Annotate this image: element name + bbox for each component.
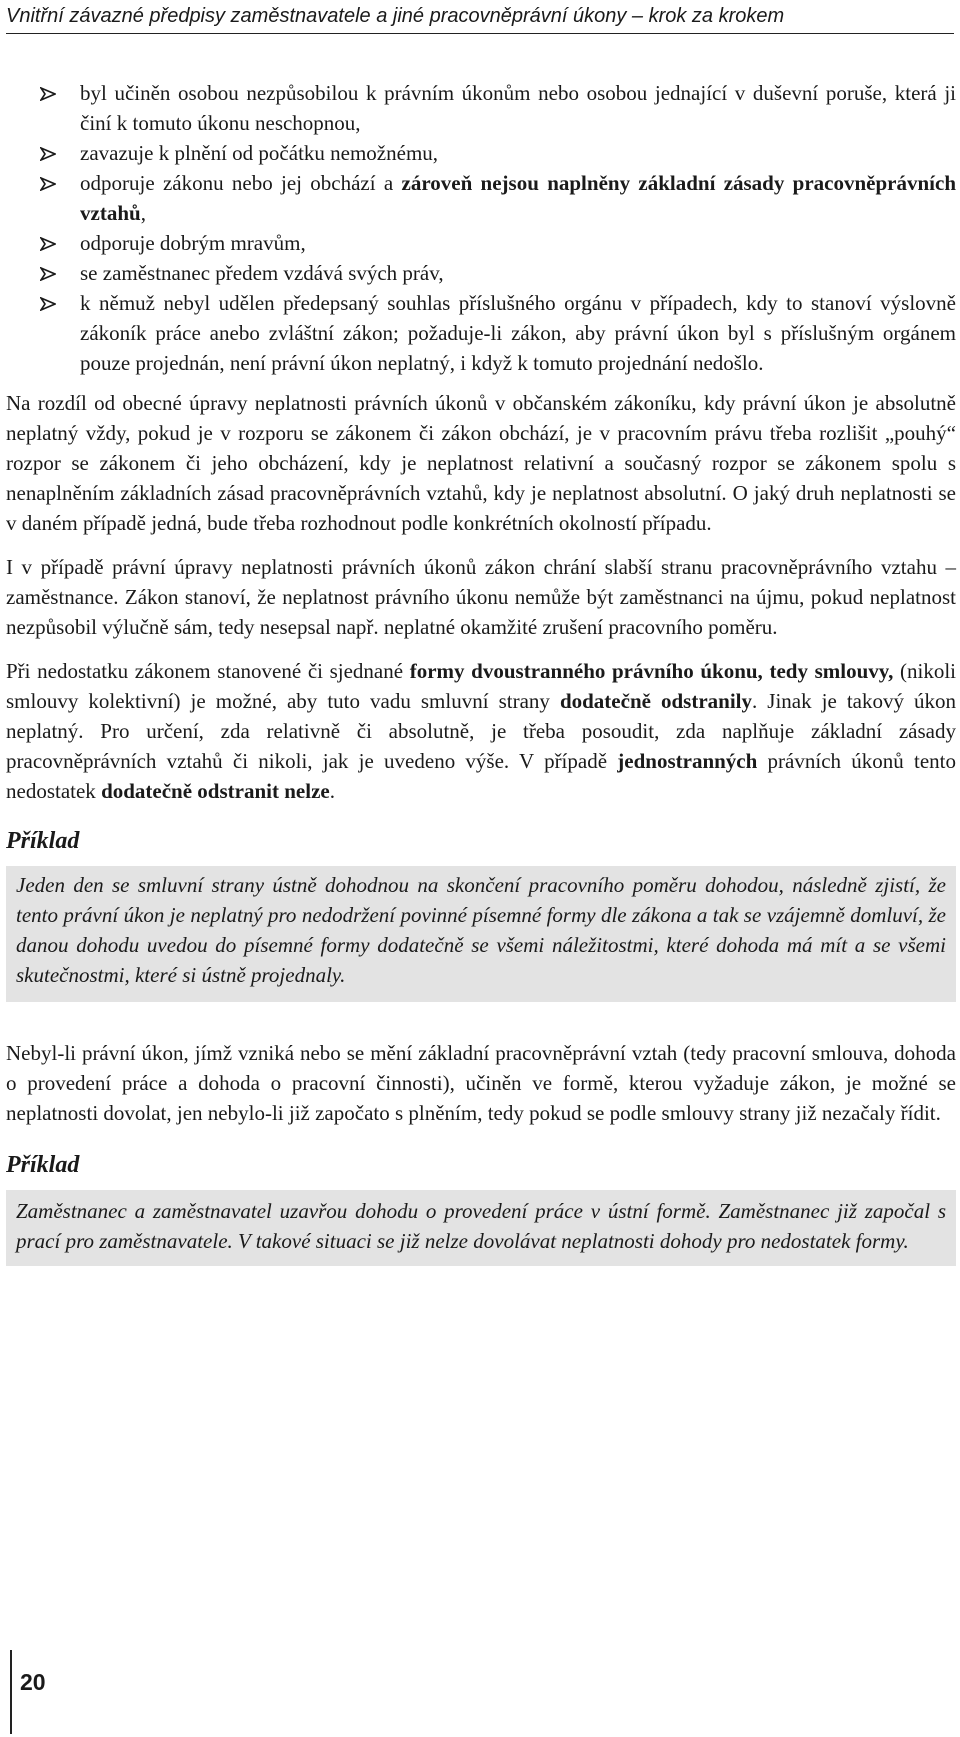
list-item xyxy=(6,138,956,168)
bullet-list xyxy=(6,78,956,378)
emphasis-run: dodatečně odstranit nelze xyxy=(101,779,330,803)
paragraph-relative-absolute: Na rozdíl od obecné úpravy neplatnosti právních úkonů v občanském zákoníku, kdy právní úkon je absolutně neplatný vždy, pokud je v rozporu se zákonem či zákon obchází, je v pracovním právu třeba rozlišit „pouhý“ rozpor se zákonem či jeho obcházení, kdy je neplatnost relativní a současný rozpor se zákonem spolu s nenaplněním základních zásad pracovněprávních vztahů, kdy je neplatnost absolutní. O jaký druh neplatnosti se v daném případě jedná, bude třeba rozhodnout podle konkrétních okolností případu. xyxy=(6,391,956,535)
example-box: Jeden den se smluvní strany ústně dohodnou na skončení pracovního poměru dohodou, následně zjistí, že tento právní úkon je neplatný pro nedodržení povinné písemné formy dle zákona a tak se vzájemně domluví, že danou dohodu uvedou do písemné formy dodatečně se všemi náležitostmi, které dohoda má mít a se všemi skutečnostmi, které si ústně projednaly. xyxy=(6,866,956,1002)
text-run: . xyxy=(329,779,335,803)
list-item-emphasis: zároveň nejsou naplněny základní zásady pracovněprávních vztahů xyxy=(80,171,956,225)
list-item-text: k němuž nebyl udělen předepsaný souhlas příslušného orgánu v případech, kdy to stanoví výslovně zákoník práce anebo zvláštní zákon; požaduje-li zákon, aby právní úkon byl s příslušným orgánem pouze projednán, není právní úkon neplatný, i když k tomuto projednání nedošlo. xyxy=(80,291,956,375)
example-heading: Příklad xyxy=(6,828,80,854)
arrowhead-bullet-icon xyxy=(40,87,56,101)
list-item xyxy=(6,288,956,378)
emphasis-run: jednostranných xyxy=(617,749,758,773)
page-number: 20 xyxy=(20,1669,46,1695)
arrowhead-bullet-icon xyxy=(40,177,56,191)
text-run: právních úkonů tento nedostatek xyxy=(6,749,956,803)
page-number-rule xyxy=(10,1650,12,1734)
text-run: . Jinak je takový úkon neplatný. Pro určení, zda relativně či absolutně, je třeba posoudit, zda naplňuje základní zásady pracovněprávních vztahů či nikoli, jak je uvedeno výše. V případě xyxy=(6,689,957,773)
list-item-text: se zaměstnanec předem vzdává svých práv, xyxy=(80,261,444,285)
list-item xyxy=(6,78,956,138)
text-run: (nikoli smlouvy kolektivní) je možné, aby tuto vadu smluvní strany xyxy=(6,659,956,713)
example-heading: Příklad xyxy=(6,1152,80,1178)
arrowhead-bullet-icon xyxy=(40,237,56,251)
arrowhead-bullet-icon xyxy=(40,147,56,161)
list-item xyxy=(6,228,956,258)
list-item xyxy=(6,258,956,288)
paragraph-form-defect xyxy=(6,656,956,806)
paragraph-invalidity-claim: Nebyl-li právní úkon, jímž vzniká nebo se mění základní pracovněprávní vztah (tedy pracovní smlouva, dohoda o provedení práce a dohoda o pracovní činnosti), učiněn ve formě, kterou vyžaduje zákon, je možné se neplatnosti dovolat, jen nebylo-li již započato s plněním, tedy pokud se podle smlouvy strany již nezačaly řídit. xyxy=(6,1041,956,1125)
list-item-text: odporuje zákonu nebo jej obchází a xyxy=(80,171,402,195)
arrowhead-bullet-icon xyxy=(40,297,56,311)
paragraph-employee-protection: I v případě právní úpravy neplatnosti právních úkonů zákon chrání slabší stranu pracovněprávního vztahu – zaměstnance. Zákon stanoví, že neplatnost právního úkonu nemůže být zaměstnanci na újmu, pokud neplatnost nezpůsobil výlučně sám, tedy nesepsal např. neplatné okamžité zrušení pracovního poměru. xyxy=(6,555,956,639)
list-item-text: zavazuje k plnění od počátku nemožnému, xyxy=(80,141,439,165)
list-item-text: odporuje dobrým mravům, xyxy=(80,231,306,255)
page-content xyxy=(6,78,956,1266)
list-item-text: byl učiněn osobou nezpůsobilou k právním úkonům nebo osobou jednající v duševní poruše, která ji činí k tomuto úkonu neschopnou, xyxy=(80,81,956,135)
running-header: Vnitřní závazné předpisy zaměstnavatele a jiné pracovněprávní úkony – krok za krokem xyxy=(6,3,954,34)
example-box: Zaměstnanec a zaměstnavatel uzavřou dohodu o provedení práce v ústní formě. Zaměstnanec již započal s prací pro zaměstnavatele. V takové situaci se již nelze dovolávat neplatnosti dohody pro nedostatek formy. xyxy=(6,1190,956,1266)
emphasis-run: formy dvoustranného právního úkonu, tedy smlouvy, xyxy=(409,659,894,683)
emphasis-run: dodatečně odstranily xyxy=(559,689,752,713)
list-item xyxy=(6,168,956,228)
arrowhead-bullet-icon xyxy=(40,267,56,281)
text-run: Při nedostatku zákonem stanovené či sjednané xyxy=(6,659,410,683)
list-item-text-end: , xyxy=(140,201,146,225)
